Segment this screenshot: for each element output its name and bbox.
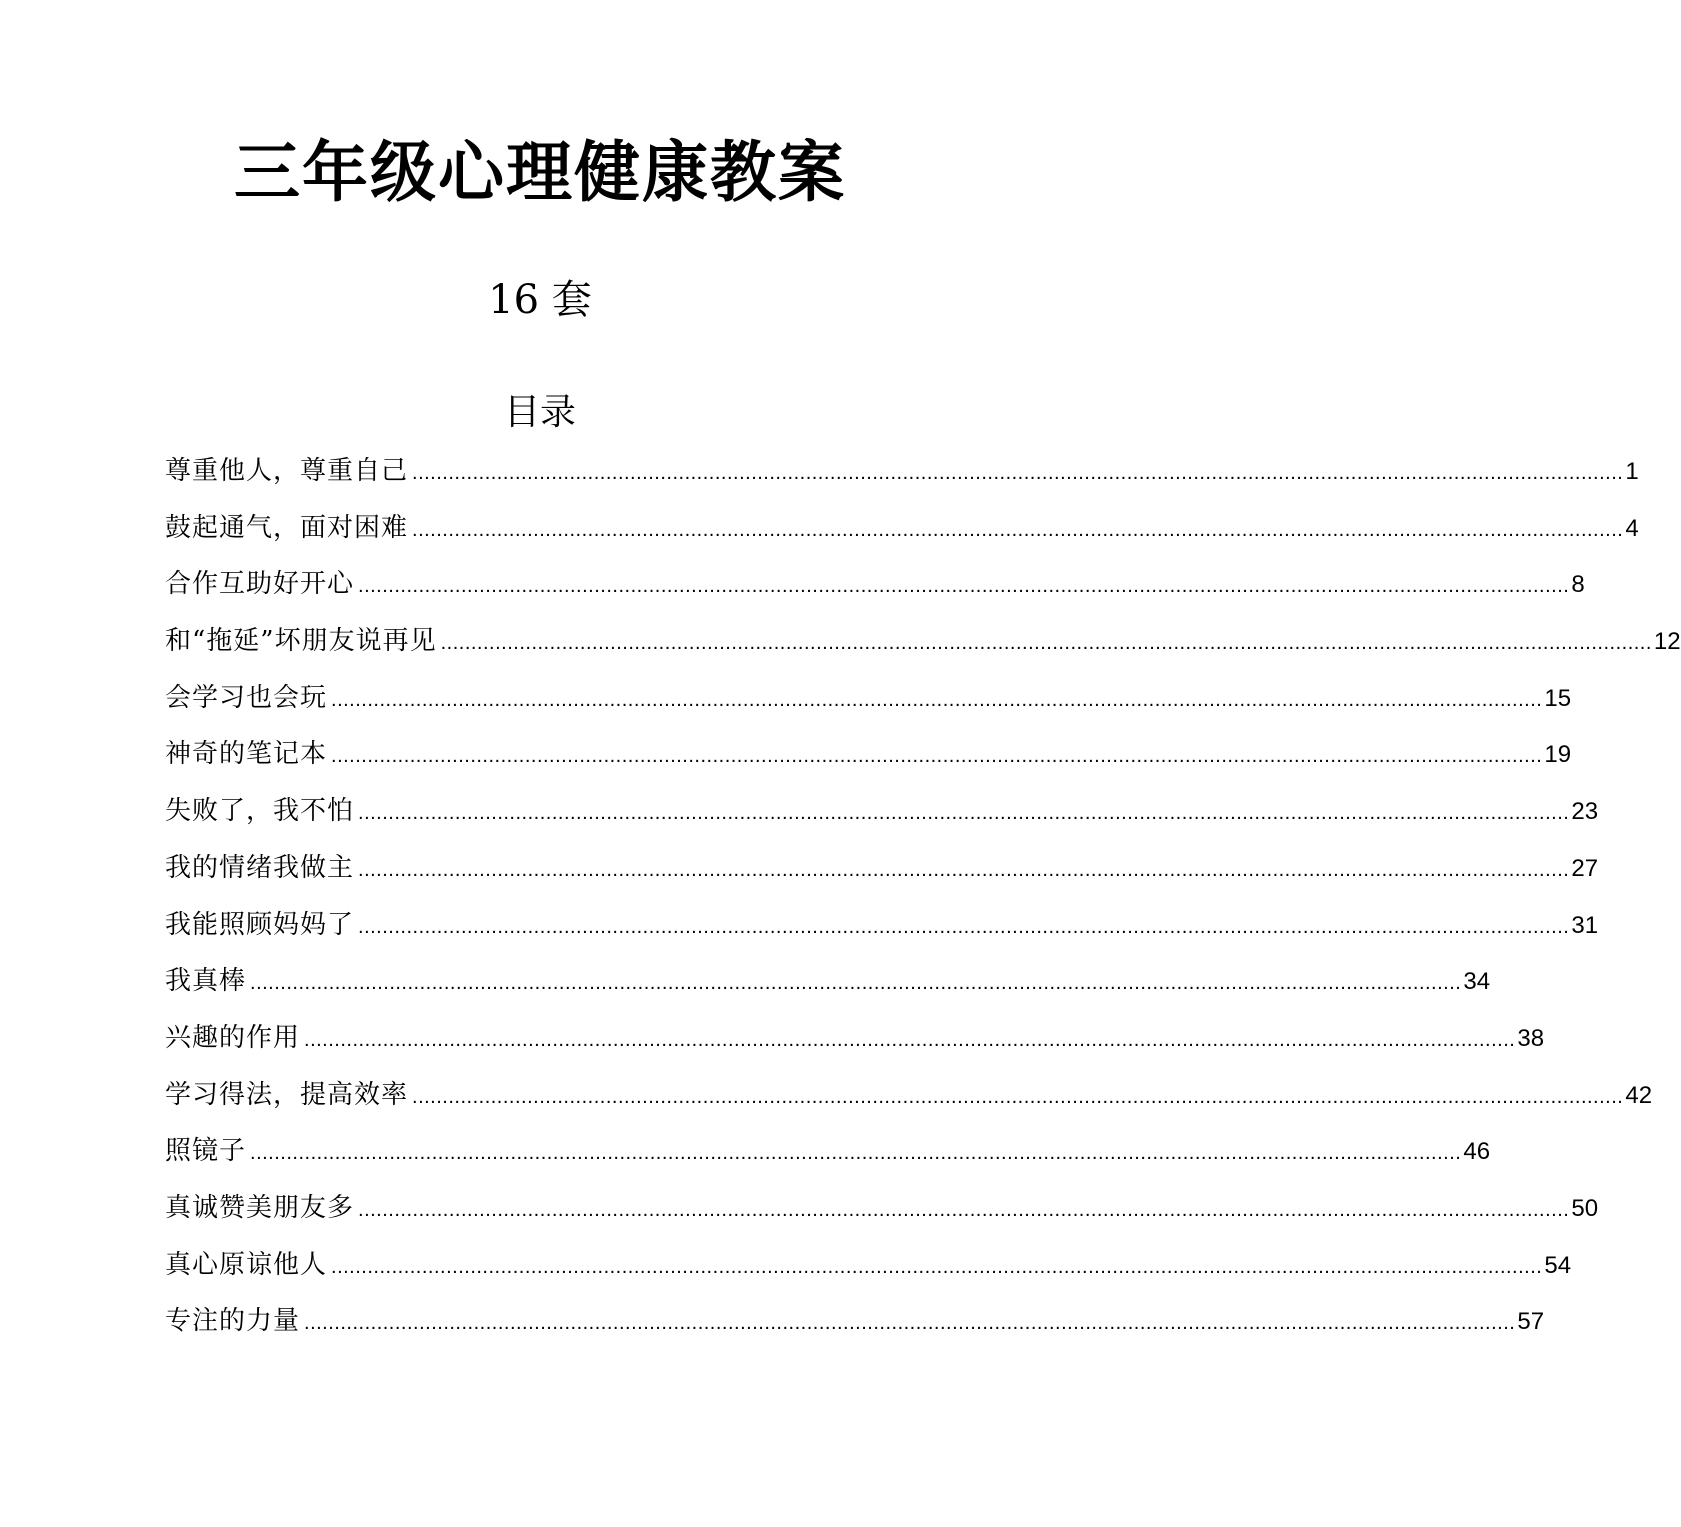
toc-entry-page: 38 <box>1517 1024 1545 1052</box>
toc-entry[interactable] <box>165 500 1639 557</box>
document-title: 三年级心理健康教案 <box>234 134 846 211</box>
toc-entry-title: 神奇的笔记本 <box>165 739 328 770</box>
toc-heading: 目录 <box>503 392 576 433</box>
toc-leader-dots: ........................................................................................................................................................................................................ <box>358 575 1570 598</box>
toc-leader-dots: ........................................................................................................................................................................................................ <box>358 915 1570 938</box>
toc-entry-title: 鼓起通气，面对困难 <box>165 512 409 543</box>
toc-leader-dots: ........................................................................................................................................................................................................ <box>331 745 1543 768</box>
toc-leader-dots: ........................................................................................................................................................................................................ <box>304 1312 1516 1335</box>
toc-entry[interactable] <box>165 1067 1653 1124</box>
toc-entry-page: 46 <box>1463 1138 1491 1166</box>
document-subtitle: 16 套 <box>488 277 592 323</box>
toc-entry-page: 57 <box>1517 1308 1545 1336</box>
toc-entry[interactable] <box>165 840 1599 897</box>
toc-leader-dots: ........................................................................................................................................................................................................ <box>358 1198 1570 1221</box>
toc-entry-page: 15 <box>1544 684 1572 712</box>
toc-entry[interactable] <box>165 1237 1572 1294</box>
toc-entry[interactable] <box>165 1123 1491 1180</box>
toc-entry[interactable] <box>165 783 1599 840</box>
toc-leader-dots: ........................................................................................................................................................................................................ <box>412 518 1624 541</box>
toc-leader-dots: ........................................................................................................................................................................................................ <box>358 802 1570 825</box>
toc-entry-page: 50 <box>1571 1194 1599 1222</box>
toc-leader-dots: ........................................................................................................................................................................................................ <box>331 1255 1543 1278</box>
toc-entry[interactable] <box>165 1293 1545 1350</box>
toc-entry[interactable] <box>165 726 1572 783</box>
toc-entry[interactable] <box>165 953 1491 1010</box>
toc-entry-title: 尊重他人，尊重自己 <box>165 456 409 486</box>
toc-entry-page: 12 <box>1653 628 1681 656</box>
toc-entry-page: 8 <box>1571 571 1585 599</box>
toc-entry-title: 失败了，我不怕 <box>165 796 355 827</box>
toc-entry-title: 学习得法，提高效率 <box>165 1079 409 1110</box>
toc-entry[interactable] <box>165 897 1599 954</box>
toc-leader-dots: ........................................................................................................................................................................................................ <box>412 1085 1624 1108</box>
toc-leader-dots: ........................................................................................................................................................................................................ <box>304 1028 1516 1051</box>
toc-entry-title: 专注的力量 <box>165 1306 301 1337</box>
toc-entry-title: 会学习也会玩 <box>165 682 328 713</box>
toc-entry[interactable] <box>165 613 1681 670</box>
toc-entry-title: 真诚赞美朋友多 <box>165 1192 355 1223</box>
toc-entry-page: 34 <box>1463 968 1491 996</box>
toc-entry[interactable] <box>165 1010 1545 1067</box>
toc-leader-dots: ........................................................................................................................................................................................................ <box>358 858 1570 881</box>
toc-leader-dots: ........................................................................................................................................................................................................ <box>250 972 1462 995</box>
toc-entry-page: 4 <box>1625 514 1639 542</box>
toc-entry-page: 27 <box>1571 854 1599 882</box>
toc-entry-page: 31 <box>1571 911 1599 939</box>
toc-entry[interactable] <box>165 443 1639 500</box>
toc-entry-title: 合作互助好开心 <box>165 569 355 600</box>
toc-entry-page: 42 <box>1625 1081 1653 1109</box>
toc-entry[interactable] <box>165 1180 1599 1237</box>
toc-entry-page: 23 <box>1571 798 1599 826</box>
toc-entry[interactable] <box>165 670 1572 727</box>
toc-entry-title: 我真棒 <box>165 966 247 997</box>
toc-entry-title: 和“拖延”坏朋友说再见 <box>165 626 437 657</box>
toc-entry-page: 54 <box>1544 1251 1572 1279</box>
toc-entry-title: 兴趣的作用 <box>165 1022 301 1053</box>
table-of-contents <box>165 443 1681 1350</box>
toc-entry-title: 我的情绪我做主 <box>165 852 355 883</box>
toc-leader-dots: ........................................................................................................................................................................................................ <box>412 462 1624 484</box>
toc-leader-dots: ........................................................................................................................................................................................................ <box>440 632 1652 655</box>
toc-leader-dots: ........................................................................................................................................................................................................ <box>250 1142 1462 1165</box>
toc-entry-title: 照镜子 <box>165 1136 247 1167</box>
toc-entry-title: 真心原谅他人 <box>165 1249 328 1280</box>
toc-entry[interactable] <box>165 556 1585 613</box>
toc-entry-page: 1 <box>1625 458 1639 485</box>
toc-leader-dots: ........................................................................................................................................................................................................ <box>331 688 1543 711</box>
toc-entry-page: 19 <box>1544 741 1572 769</box>
toc-entry-title: 我能照顾妈妈了 <box>165 909 355 940</box>
